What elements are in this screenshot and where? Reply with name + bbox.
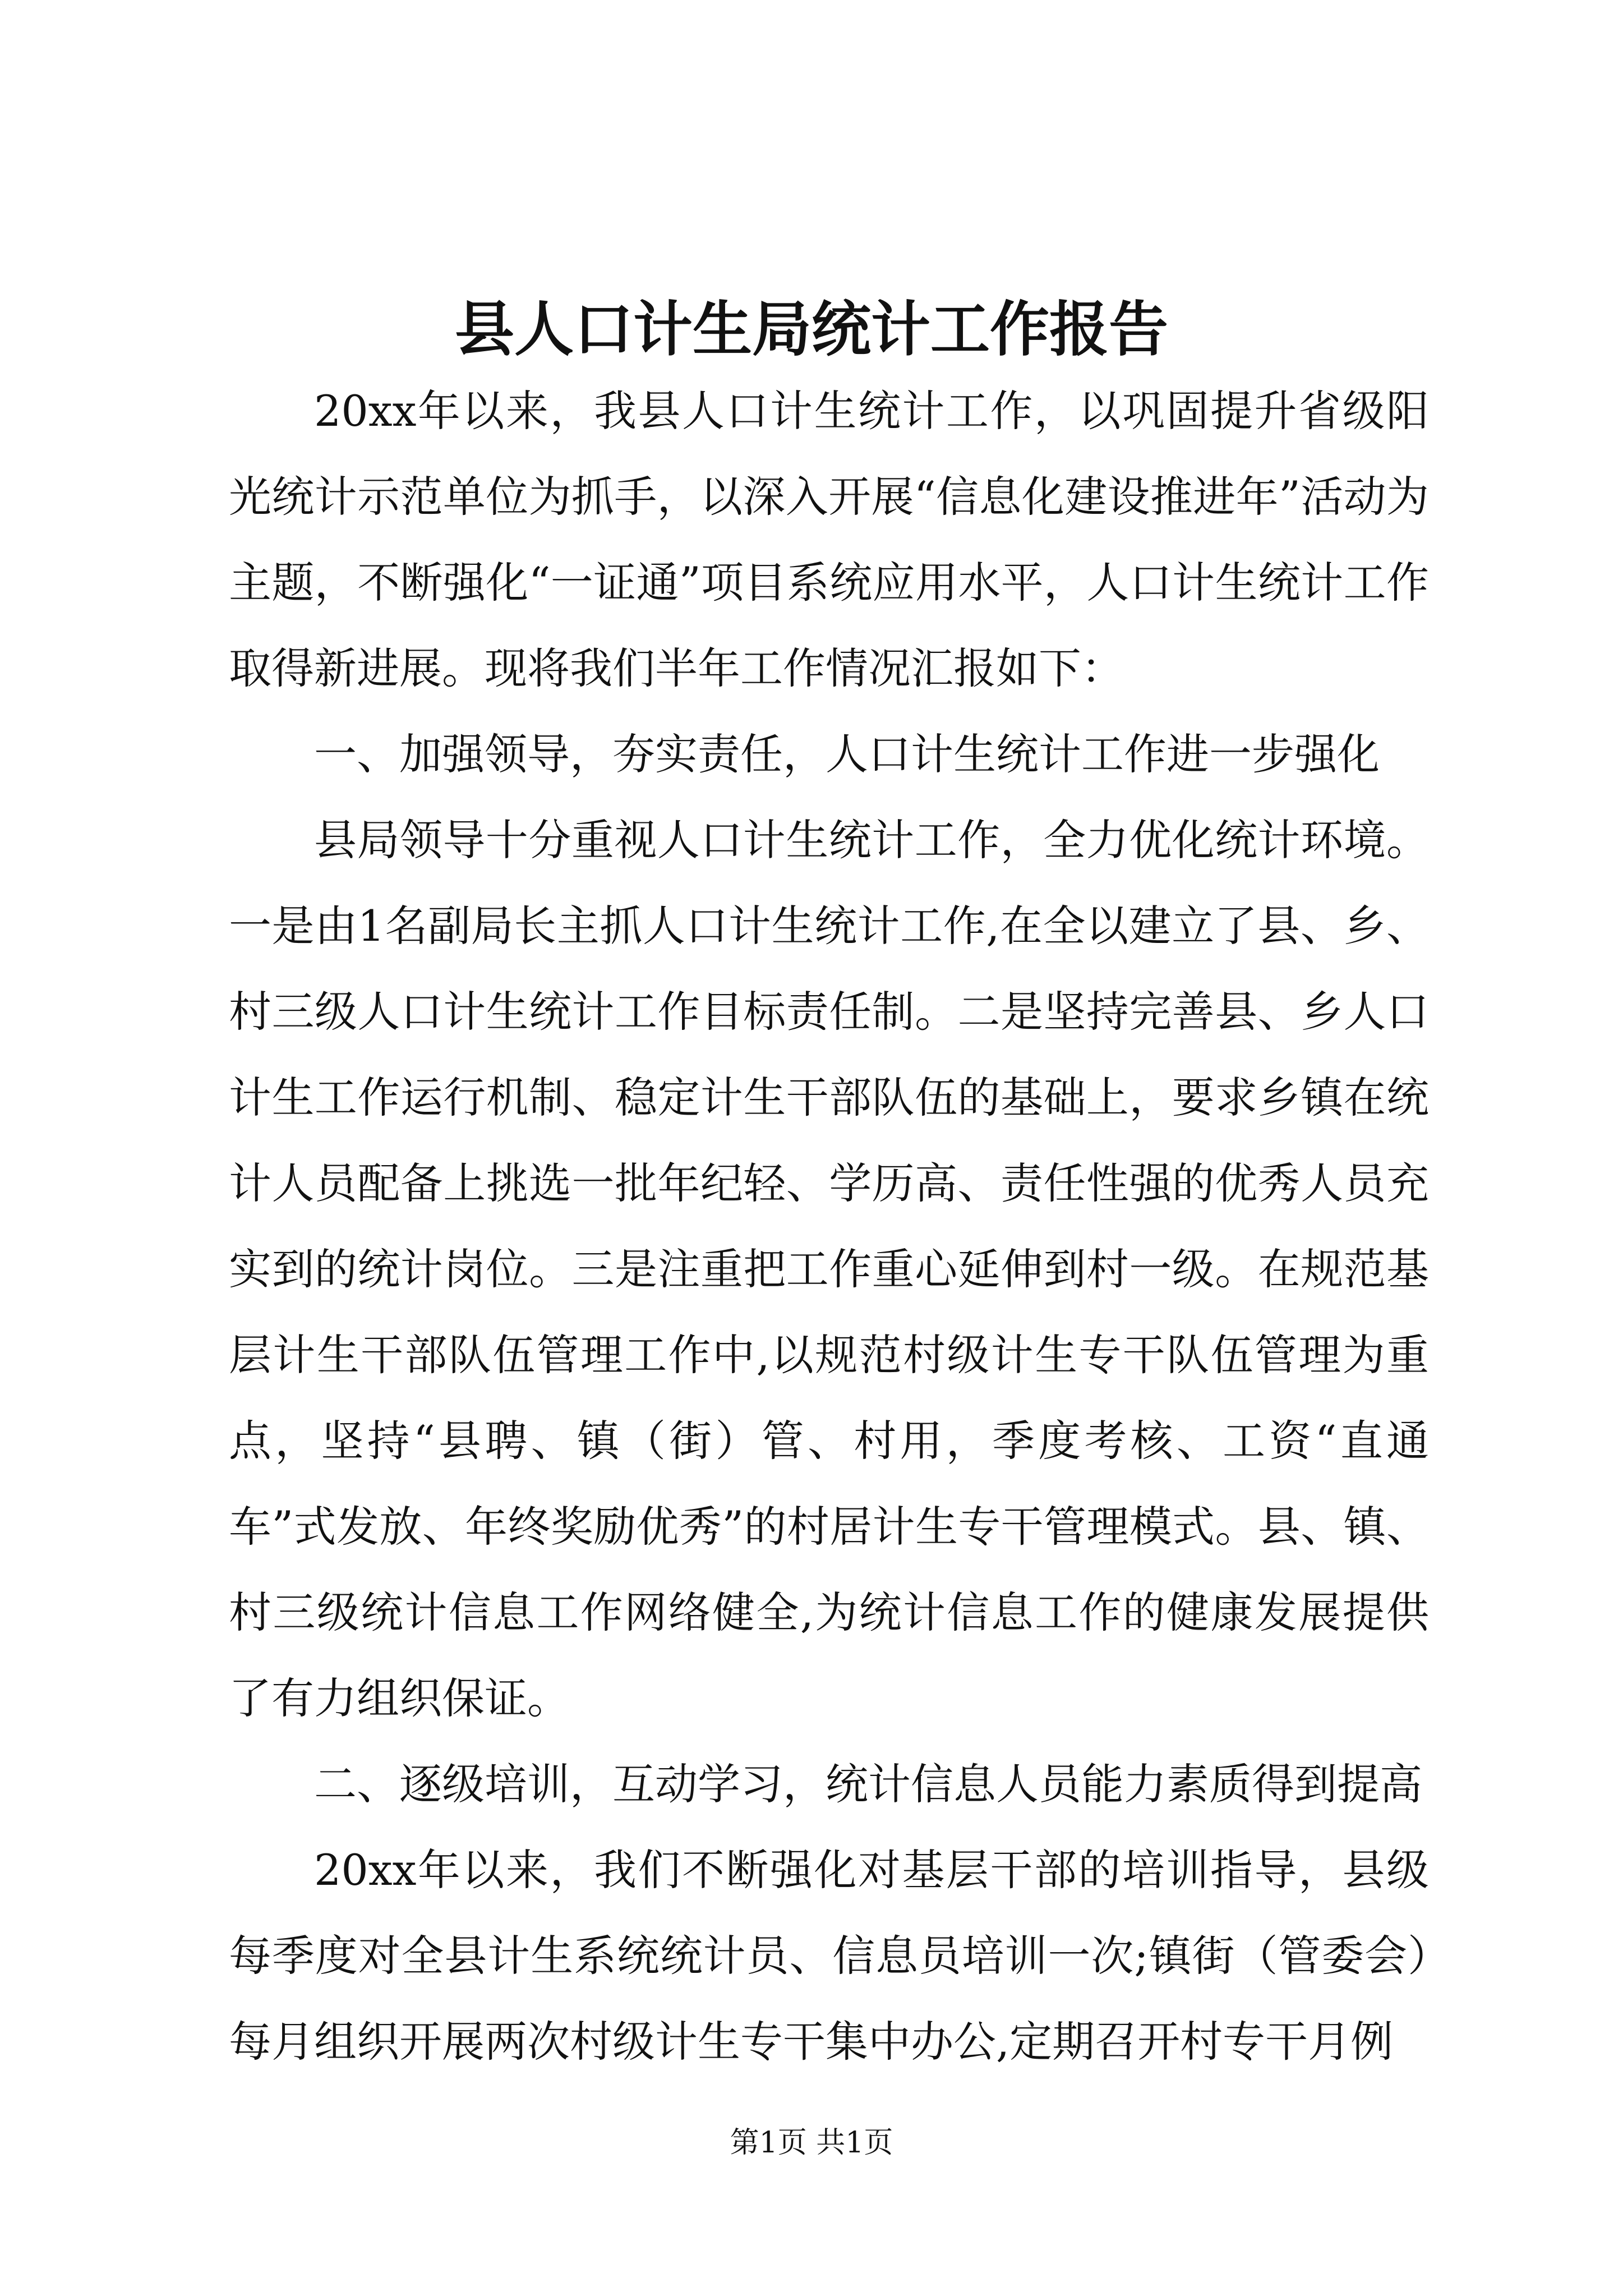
section-heading-2: 二、逐级培训，互动学习，统计信息人员能力素质得到提高 [314, 1759, 1422, 1809]
paragraph-section-2: 20xx年以来，我们不断强化对基层干部的培训指导，县级每季度对全县计生系统统计员、信息员培训一次;镇街（管委会）每月组织开展两次村级计生专干集中办公,定期召开村专干月例 [229, 1845, 1429, 2067]
page-footer: 第1页 共1页 [730, 2126, 893, 2160]
paragraph-section-1: 县局领导十分重视人口计生统计工作，全力优化统计环境。一是由1名副局长主抓人口计生统计工作,在全以建立了县、乡、村三级人口计生统计工作目标责任制。二是坚持完善县、乡人口计生工作运行机制、稳定计生干部队伍的基础上，要求乡镇在统计人员配备上挑选一批年纪轻、学历高、责任性强的优秀人员充实到的统计岗位。三是注重把工作重心延伸到村一级。在规范基层计生干部队伍管理工作中,以规范村级计生专干队伍管理为重点，坚持“县聘、镇（街）管、村用，季度考核、工资“直通车”式发放、年终奖励优秀”的村居计生专干管理模式。县、镇、村三级统计信息工作网络健全,为统计信息工作的健康发展提供了有力组织保证。 [229, 815, 1429, 1723]
paragraph-intro: 20xx年以来，我县人口计生统计工作，以巩固提升省级阳光统计示范单位为抓手，以深入开展“信息化建设推进年”活动为主题，不断强化“一证通”项目系统应用水平，人口计生统计工作取得新进展。现将我们半年工作情况汇报如下： [229, 386, 1429, 693]
document-title: 县人口计生局统计工作报告 [455, 294, 1168, 364]
section-heading-1: 一、加强领导，夯实责任，人口计生统计工作进一步强化 [314, 729, 1380, 779]
document-body [229, 368, 1429, 2085]
